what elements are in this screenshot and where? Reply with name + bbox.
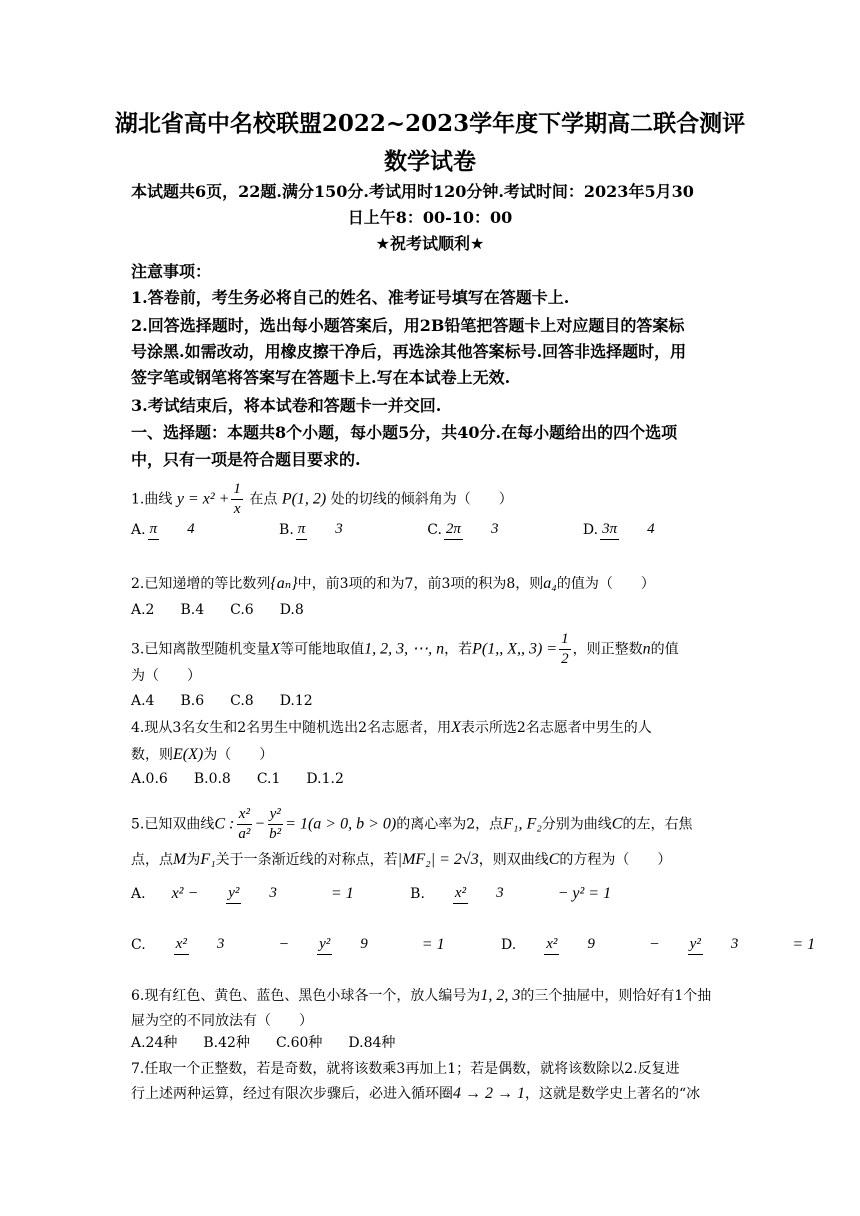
q5-option-d: D. x² 9 − y² 3 = 1 bbox=[501, 936, 816, 953]
q2-term: a₄ bbox=[543, 575, 557, 592]
question-6-options bbox=[131, 1032, 421, 1052]
note-2-line2: 号涂黑.如需改动，用橡皮擦干净后，再选涂其他答案标号.回答非选择题时，用 bbox=[131, 342, 687, 361]
q3-option-b: B.6 bbox=[180, 693, 205, 709]
q4-option-c: C.1 bbox=[256, 771, 281, 787]
exam-info-line1: 本试题共6页，22题.满分150分.考试用时120分钟.考试时间：2023年5月30 bbox=[131, 182, 694, 201]
q1-option-b: B. π 3 bbox=[279, 521, 343, 538]
question-3-stem-cont: 为（ ） bbox=[131, 668, 201, 684]
note-2-line3: 签字笔或钢笔将答案写在答题卡上.写在本试卷上无效. bbox=[131, 368, 511, 387]
q2-option-c: C.6 bbox=[230, 602, 254, 618]
question-1-options bbox=[131, 520, 735, 540]
notes-heading: 注意事项： bbox=[131, 262, 212, 281]
question-7-stem: 7.任取一个正整数，若是奇数，就将该数乘3再加上1；若是偶数，就将该数除以2.反复进 bbox=[131, 1061, 680, 1077]
q6-option-a: A.24种 bbox=[131, 1035, 178, 1051]
q2-option-b: B.4 bbox=[180, 602, 205, 618]
section-1-heading-line2: 中，只有一项是符合题目要求的. bbox=[131, 450, 361, 469]
q6-option-c: C.60种 bbox=[275, 1035, 323, 1051]
section-1-heading-line1: 一、选择题：本题共8个小题，每小题5分，共40分.在每小题给出的四个选项 bbox=[131, 423, 678, 442]
question-3-options bbox=[131, 693, 339, 709]
note-1: 1.答卷前，考生务必将自己的姓名、准考证号填写在答题卡上. bbox=[131, 288, 570, 307]
q1-option-d: D. 3π 4 bbox=[582, 521, 655, 538]
q1-function: y = x² + bbox=[176, 490, 230, 508]
q4-option-d: D.1.2 bbox=[306, 771, 344, 787]
q1-option-c: C. 2π 3 bbox=[427, 521, 499, 538]
question-5-stem: 5.已知双曲线C : $\frac{\text{x²}}{\text{a²}}$ − $\frac{\text{y²}}{\text{b²}}$ = 1(a > 0, b > 0)的离心率为2，点F₁, F₂分别为曲线C的左，右焦 bbox=[131, 806, 693, 842]
q2-option-a: A.2 bbox=[131, 602, 155, 618]
note-3: 3.考试结束后，将本试卷和答题卡一并交回. bbox=[131, 396, 442, 415]
q3-option-a: A.4 bbox=[131, 693, 155, 709]
q1-fraction: $\frac{1}{x}$ bbox=[233, 481, 241, 517]
note-2-line1: 2.回答选择题时，选出每小题答案后，用2B铅笔把答题卡上对应题目的答案标 bbox=[131, 316, 685, 335]
q6-option-b: B.42种 bbox=[203, 1035, 250, 1051]
q3-option-c: C.8 bbox=[230, 693, 254, 709]
question-3-stem: 3.已知离散型随机变量X等可能地取值1, 2, 3, ⋯, n，若P(1,, X,, 3) = $\frac{1}{2}$ ，则正整数n的值 bbox=[131, 631, 679, 667]
q1-text-c: 处的切线的倾斜角为（ ） bbox=[330, 491, 513, 508]
q1-point: P(1, 2) bbox=[281, 490, 327, 508]
question-5-options-row2 bbox=[131, 935, 860, 955]
question-6-stem: 6.现有红色、黄色、蓝色、黑色小球各一个，放人编号为1, 2, 3的三个抽屉中，则恰好有1个抽 bbox=[131, 987, 712, 1004]
question-4-options bbox=[131, 771, 370, 787]
q5-option-a: A. x² − y² 3 = 1 bbox=[131, 885, 354, 902]
q1-text-a: 1.曲线 bbox=[131, 491, 173, 508]
q5-option-b: B. x² 3 − y² = 1 bbox=[410, 885, 612, 902]
question-5-options-row1 bbox=[131, 884, 663, 904]
good-luck-banner: ★祝考试顺利★ bbox=[375, 234, 485, 253]
question-5-stem-cont: 点，点M为F₁关于一条渐近线的对称点，若|MF₂| = 2√3，则双曲线C的方程为（ ） bbox=[131, 851, 672, 868]
q6-option-d: D.84种 bbox=[348, 1035, 396, 1051]
q1-text-b: 在点 bbox=[249, 491, 278, 508]
question-6-stem-cont: 屉为空的不同放法有（ ） bbox=[131, 1013, 313, 1029]
q2-option-d: D.8 bbox=[279, 602, 304, 618]
q3-option-d: D.12 bbox=[279, 693, 313, 709]
question-4-stem-cont: 数，则E(X)为（ ） bbox=[131, 746, 274, 763]
exam-info-line2: 日上午8：00-10：00 bbox=[347, 208, 513, 227]
q4-option-b: B.0.8 bbox=[193, 771, 231, 787]
exam-subject: 数学试卷 bbox=[384, 148, 476, 175]
question-1-stem bbox=[131, 480, 731, 519]
question-2-options bbox=[131, 602, 330, 618]
exam-title: 湖北省高中名校联盟2022~2023学年度下学期高二联合测评 bbox=[114, 110, 746, 137]
q2-sequence: {aₙ} bbox=[270, 575, 298, 592]
question-4-stem: 4.现从3名女生和2名男生中随机选出2名志愿者，用X表示所选2名志愿者中男生的人 bbox=[131, 719, 652, 736]
question-2-stem: 2.已知递增的等比数列{aₙ}中，前3项的和为7，前3项的积为8，则a₄的值为（ ） bbox=[131, 575, 655, 592]
q4-option-a: A.0.6 bbox=[131, 771, 168, 787]
q5-option-c: C. x² 3 − y² 9 = 1 bbox=[131, 936, 445, 953]
q1-option-a: A. π 4 bbox=[131, 521, 195, 538]
question-7-stem-cont: 行上述两种运算，经过有限次步骤后，必进入循环圈4 → 2 → 1，这就是数学史上著名的“冰 bbox=[131, 1085, 701, 1102]
